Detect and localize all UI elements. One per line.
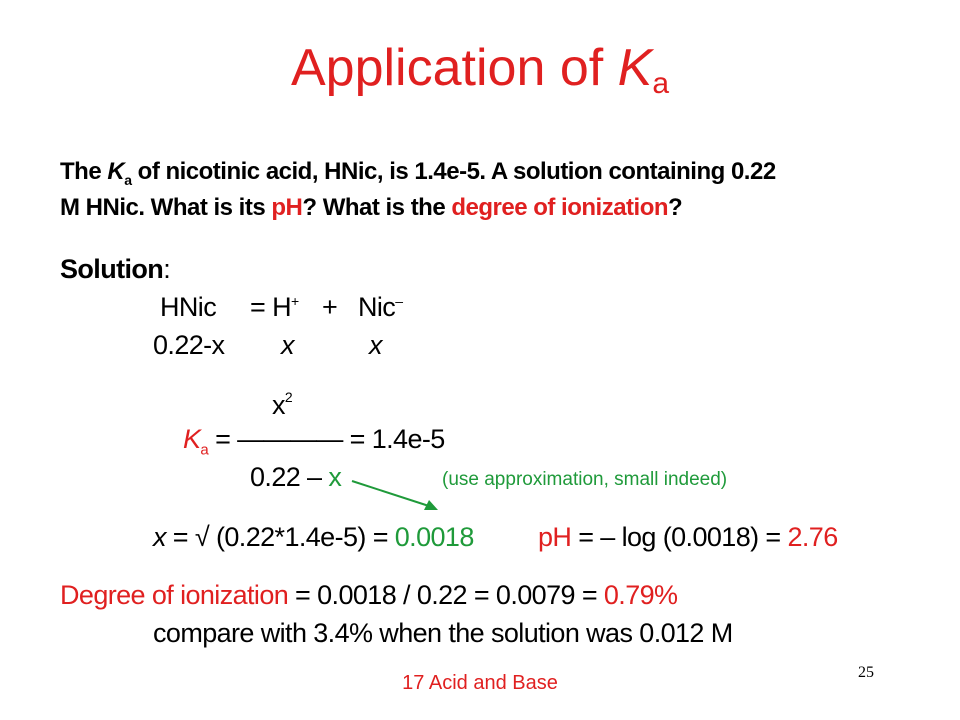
ka-numerator-x: x (272, 390, 285, 420)
q1-pre: The (60, 158, 108, 185)
degree-value: 0.79% (603, 580, 678, 610)
slide-title (0, 38, 960, 101)
page-number: 25 (858, 664, 874, 681)
ka-denominator-text: 0.22 – (250, 462, 329, 492)
question-line-2 (60, 194, 682, 222)
ka-subscript: a (200, 441, 209, 459)
degree-of-ionization (60, 580, 677, 611)
degree-expr: = 0.0018 / 0.22 = 0.0079 = (288, 580, 604, 610)
title-text: Application of (290, 39, 618, 97)
q2-ph: pH (271, 194, 303, 221)
title-k: K (617, 39, 653, 97)
ka-numerator (272, 389, 292, 421)
approximation-arrow (350, 478, 440, 514)
solution-label: Solution (60, 254, 164, 284)
x-var: x (153, 522, 166, 552)
conc-hnic: 0.22-x (153, 330, 225, 360)
x-value: 0.0018 (394, 522, 474, 552)
solution-colon: : (163, 254, 171, 284)
ka-symbol: K (183, 424, 201, 454)
ph-label: pH (538, 522, 572, 552)
x-expr: = √ (0.22*1.4e-5) = (165, 522, 395, 552)
x-calculation (153, 522, 474, 553)
eq-h-text: = H (250, 292, 291, 322)
ka-denominator-x: x (328, 462, 342, 492)
title-k-subscript: a (652, 67, 670, 100)
approximation-note: (use approximation, small indeed) (442, 469, 728, 490)
eq-h-charge: + (290, 293, 299, 309)
ka-result: = 1.4e-5 (342, 424, 445, 454)
ka-numerator-exponent: 2 (284, 389, 293, 405)
ka-denominator (250, 462, 341, 493)
slide-footer: 17 Acid and Base (402, 672, 558, 694)
eq-h (250, 292, 299, 323)
conc-nic: x (369, 330, 382, 360)
q2-degree: degree of ionization (451, 194, 669, 221)
question-line-1 (60, 158, 776, 188)
q2-mid: ? What is the (302, 194, 452, 221)
solution-heading (60, 254, 170, 285)
q2-end: ? (668, 194, 683, 221)
q1-rest: of nicotinic acid, HNic, is 1.4e-5. A solution containing 0.22 (131, 158, 776, 185)
ka-line (183, 424, 445, 458)
eq-nic-text: Nic (358, 292, 396, 322)
eq-plus: + (322, 292, 338, 322)
ph-expr: = – log (0.0018) = (571, 522, 788, 552)
q1-k: K (107, 158, 125, 185)
q2-pre: M HNic. What is its (60, 194, 272, 221)
eq-nic (358, 292, 402, 323)
degree-label: Degree of ionization (60, 580, 289, 610)
ph-calculation (538, 522, 838, 553)
q1-k-subscript: a (124, 171, 132, 188)
ph-value: 2.76 (787, 522, 838, 552)
eq-hnic: HNic (160, 292, 217, 322)
comparison-note: compare with 3.4% when the solution was 0.012 M (153, 618, 733, 648)
eq-nic-charge: – (395, 293, 403, 309)
fraction-bar: ———— (237, 424, 343, 454)
ka-equals: = (208, 424, 238, 454)
conc-h: x (281, 330, 294, 360)
